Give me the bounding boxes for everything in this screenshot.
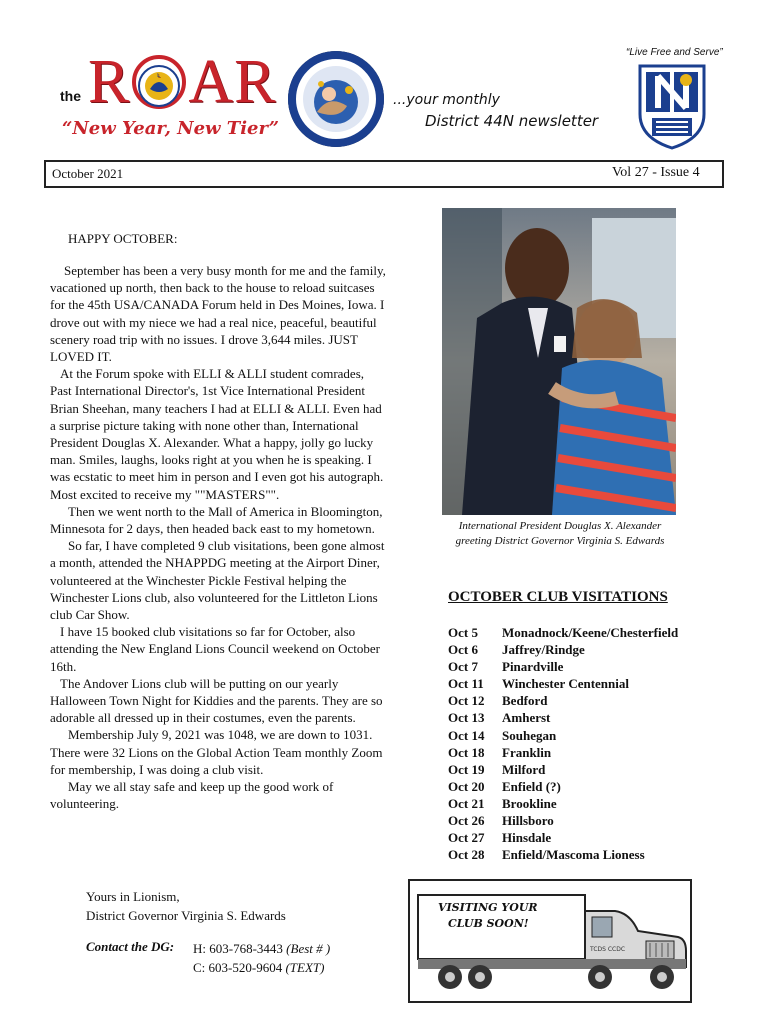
visitation-club: Bedford: [502, 693, 548, 709]
visitation-date: Oct 6: [448, 642, 478, 658]
district-motto: “Live Free and Serve”: [626, 47, 723, 58]
visitation-date: Oct 7: [448, 659, 478, 675]
letter-paragraph: So far, I have completed 9 club visitations, been gone almost a month, attended the NHAPPDG meeting at the Airport Diner, volunteered at the Winchester Pickle Festival helping the Winchester Lions club, also volunteered for the Littleton Lions club Car Show.: [50, 538, 385, 623]
visitation-date: Oct 5: [448, 625, 478, 640]
visitation-club: Enfield (?): [502, 778, 561, 794]
issue-volume: Vol 27 - Issue 4: [612, 165, 700, 180]
visitation-club: Pinardville: [502, 659, 564, 675]
visitation-row: [448, 709, 708, 726]
visitation-club: Brookline: [502, 795, 557, 811]
contact-label: Contact the DG:: [86, 939, 175, 954]
letter-paragraph: The Andover Lions club will be putting on our yearly Halloween Town Night for Kiddies and the parents. They are so adorable all dressed up in their costumes, even the parents.: [50, 675, 383, 726]
letter-paragraph: September has been a very busy month for me and the family, vacationed up north, then back to the house to reload suitcases for the 45th USA/CANADA Forum held in Des Moines, Iowa. I drove out with my niece we had a real nice, peaceful, beautiful scenery road trip with no issues. I drove 3,644 miles. JUST LOVED IT.: [50, 263, 386, 365]
letter-paragraph: May we all stay safe and keep up the good work of volunteering.: [50, 779, 334, 812]
letter-body: [50, 262, 386, 813]
visitation-date: Oct 13: [448, 710, 485, 726]
letter-paragraph: Then we went north to the Mall of America in Bloomington, Minnesota for 2 days, then headed back east to my hometown.: [50, 503, 383, 537]
truck-cab-text: TCDS CCDC: [590, 946, 626, 953]
letter-paragraph: I have 15 booked club visitations so far for October, also attending the New England Lions Council weekend on October 16th.: [50, 624, 380, 674]
lions-logo-icon: [132, 55, 186, 109]
visitation-row: [448, 778, 708, 795]
visitation-date: Oct 28: [448, 847, 485, 863]
home-phone-note: (Best # ): [286, 941, 331, 956]
visitation-row: [448, 692, 708, 709]
masthead-title-ar: AR: [188, 48, 277, 116]
visitation-club: Milford: [502, 761, 546, 777]
forum-photo: [442, 208, 676, 515]
home-phone[interactable]: H: 603-768-3443: [193, 941, 283, 956]
visitation-date: Oct 21: [448, 795, 485, 811]
letter-greeting: HAPPY OCTOBER:: [68, 231, 178, 246]
visitation-date: Oct 26: [448, 813, 485, 829]
visitation-row: [448, 846, 708, 863]
letter-paragraph: At the Forum spoke with ELLI & ALLI student comrades, Past International Director's, 1st Vice International President Brian Sheehan, many teachers I had at ELLI & ALLI. Even had a surprise picture taking with none other than, International President Douglas X. Alexander. What a happy, jolly go lucky man. Smiles, laughs, looks right at you when he is speaking. I was ecstatic to meet him in person and I even got his autograph. Most excited to receive my ""MASTERS"".: [50, 366, 384, 502]
issue-tagline: “New Year, New Tier”: [62, 118, 279, 139]
visitation-row: [448, 624, 708, 641]
photo-caption: International President Douglas X. Alexander greeting District Governor Virginia S. Edwards: [455, 520, 665, 547]
visitation-date: Oct 27: [448, 830, 485, 846]
truck-icon: [410, 881, 690, 1001]
cell-phone-note: (TEXT): [285, 960, 325, 975]
newsletter-subtitle-2: District 44N newsletter: [425, 112, 599, 130]
cell-phone-line: [193, 958, 330, 977]
letter-closing: Yours in Lionism,: [86, 889, 180, 904]
visitations-title: OCTOBER CLUB VISITATIONS: [448, 589, 668, 605]
letter-signoff: [86, 887, 286, 925]
visiting-club-graphic: [408, 879, 692, 1003]
visitation-row: [448, 658, 708, 675]
visitation-date: Oct 18: [448, 744, 485, 760]
visitation-date: Oct 12: [448, 693, 485, 709]
visitation-row: [448, 744, 708, 761]
visitation-row: [448, 812, 708, 829]
visitation-row: [448, 795, 708, 812]
visitations-list: [448, 624, 708, 863]
masthead-the: the: [60, 88, 81, 104]
visitation-row: [448, 761, 708, 778]
visitation-club: Winchester Centennial: [502, 676, 629, 692]
visitation-club: Amherst: [502, 710, 551, 726]
visitation-date: Oct 11: [448, 676, 484, 692]
cell-phone[interactable]: C: 603-520-9604: [193, 960, 283, 975]
visitation-row: [448, 675, 708, 692]
home-phone-line: [193, 939, 330, 958]
truck-line-1: VISITING YOUR: [438, 901, 538, 914]
truck-line-2: CLUB SOON!: [448, 917, 529, 930]
masthead-title-r: R: [88, 48, 131, 116]
district-badge-icon: [636, 62, 708, 150]
issue-date: October 2021: [52, 166, 124, 181]
visitation-club: Souhegan: [502, 727, 557, 743]
masthead-title: [88, 48, 277, 116]
visitation-row: [448, 727, 708, 744]
visitation-date: Oct 19: [448, 761, 485, 777]
visitation-club: Franklin: [502, 744, 552, 760]
visitation-row: [448, 829, 708, 846]
visitation-row: [448, 641, 708, 658]
visitation-club: Enfield/Mascoma Lioness: [502, 847, 645, 863]
visitation-club: Hillsboro: [502, 813, 554, 829]
visitation-date: Oct 20: [448, 778, 485, 794]
visitation-club: Monadnock/Keene/Chesterfield: [502, 625, 679, 640]
visitation-club: Hinsdale: [502, 830, 552, 846]
svg-text:L: L: [157, 72, 162, 79]
district-seal-icon: [287, 50, 385, 148]
letter-paragraph: Membership July 9, 2021 was 1048, we are down to 1031. There were 32 Lions on the Global Action Team monthly Zoom for membership, I was doing a club visit.: [50, 727, 383, 777]
visitation-date: Oct 14: [448, 727, 485, 743]
contact-phones: [193, 939, 330, 977]
letter-signature: District Governor Virginia S. Edwards: [86, 908, 286, 923]
newsletter-subtitle-1: ...your monthly: [393, 92, 500, 108]
visitation-club: Jaffrey/Rindge: [502, 642, 585, 658]
